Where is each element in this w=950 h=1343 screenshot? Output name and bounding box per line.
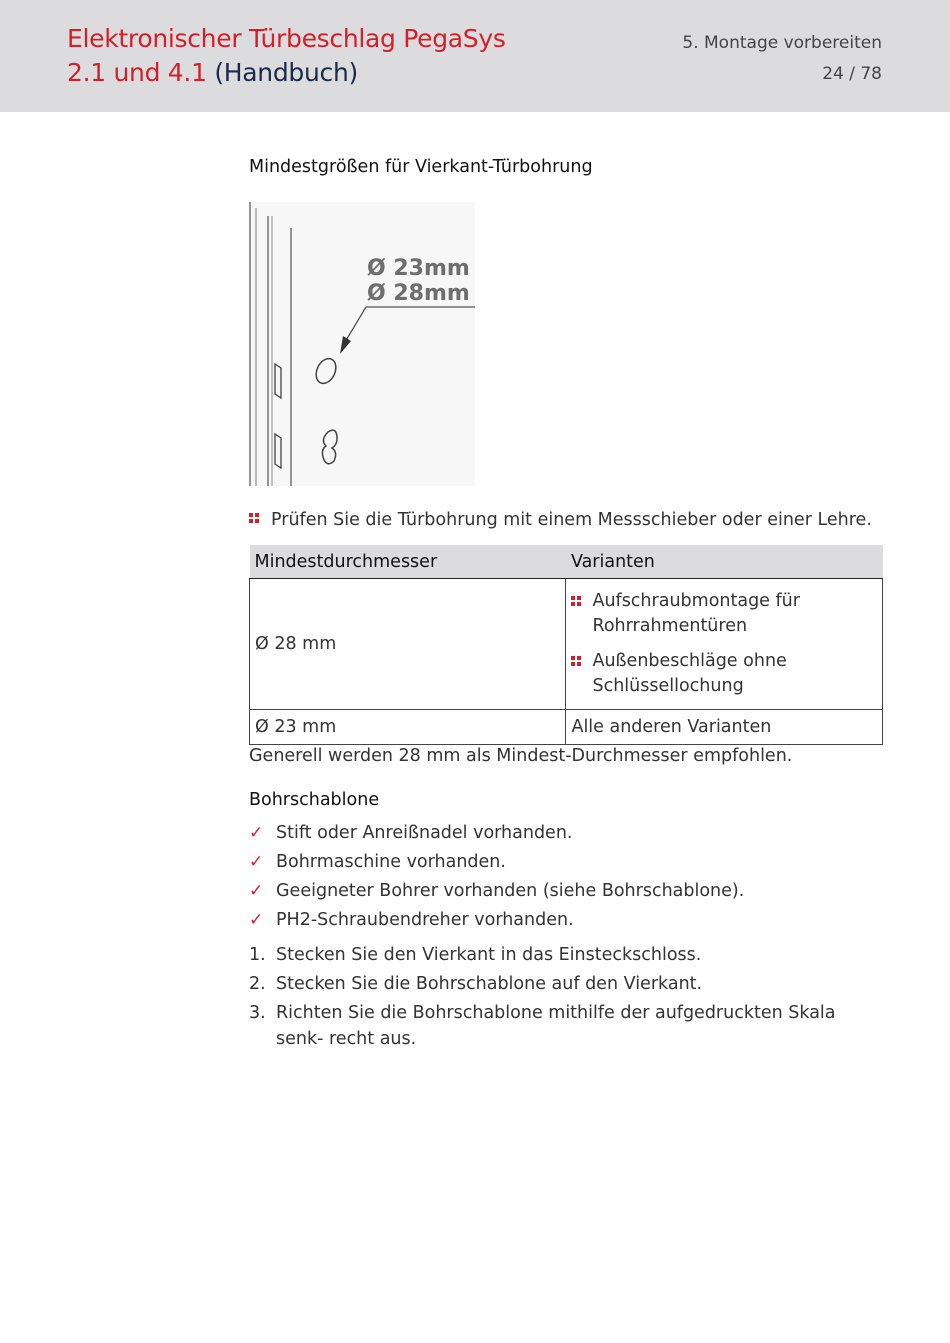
section-title: 5. Montage vorbereiten bbox=[682, 33, 882, 53]
title-line-1: Elektronischer Türbeschlag PegaSys bbox=[67, 24, 506, 53]
instruction-item bbox=[249, 510, 872, 530]
action-bullet-icon bbox=[571, 656, 582, 667]
step-item: 1. Stecken Sie den Vierkant in das Einsteckschloss. bbox=[249, 943, 882, 969]
figure-background bbox=[249, 202, 475, 486]
step-number: 1. bbox=[249, 945, 266, 965]
list-item: Außenbeschläge ohne Schlüssellochung bbox=[566, 649, 882, 699]
document-title bbox=[67, 22, 506, 90]
step-number: 2. bbox=[249, 974, 266, 994]
diameter-table bbox=[249, 545, 883, 745]
prerequisite-list bbox=[249, 819, 744, 935]
table-cell-variants: Alle anderen Varianten bbox=[566, 710, 883, 745]
page-number: 24 / 78 bbox=[822, 64, 882, 84]
check-icon: ✓ bbox=[249, 852, 264, 872]
diameter-label-23: Ø 23mm bbox=[367, 256, 470, 281]
instruction-text: Prüfen Sie die Türbohrung mit einem Messschieber oder einer Lehre. bbox=[271, 510, 872, 530]
step-number: 3. bbox=[249, 1003, 266, 1023]
step-list bbox=[249, 943, 882, 1056]
table-cell-diameter: Ø 23 mm bbox=[250, 710, 566, 745]
table-cell-diameter: Ø 28 mm bbox=[250, 579, 566, 710]
check-icon: ✓ bbox=[249, 881, 264, 901]
prerequisite-item: ✓ Bohrmaschine vorhanden. bbox=[249, 848, 744, 877]
heading-template: Bohrschablone bbox=[249, 790, 380, 810]
diameter-label-28: Ø 28mm bbox=[367, 281, 470, 306]
prerequisite-item: ✓ Stift oder Anreißnadel vorhanden. bbox=[249, 819, 744, 848]
check-icon: ✓ bbox=[249, 910, 264, 930]
step-item: 3. Richten Sie die Bohrschablone mithilfe der aufgedruckten Skala senk- recht aus. bbox=[249, 1003, 836, 1049]
check-icon: ✓ bbox=[249, 823, 264, 843]
heading-main: Mindestgrößen für Vierkant-Türbohrung bbox=[249, 157, 593, 177]
door-bore-figure bbox=[249, 202, 475, 486]
list-item: Aufschraubmontage für Rohrrahmentüren bbox=[566, 589, 882, 639]
variant-list bbox=[566, 589, 882, 699]
table-header-cell: Varianten bbox=[566, 545, 883, 579]
recommendation-note: Generell werden 28 mm als Mindest-Durchmesser empfohlen. bbox=[249, 746, 793, 766]
table-row bbox=[250, 579, 883, 710]
table-header-row bbox=[250, 545, 883, 579]
table-cell-variants bbox=[566, 579, 883, 710]
step-item: 2. Stecken Sie die Bohrschablone auf den Vierkant. bbox=[249, 972, 882, 998]
table-header-cell: Mindestdurchmesser bbox=[250, 545, 566, 579]
prerequisite-item: ✓ Geeigneter Bohrer vorhanden (siehe Bohrschablone). bbox=[249, 877, 744, 906]
page-header bbox=[0, 0, 950, 112]
table-row bbox=[250, 710, 883, 745]
section-info bbox=[682, 28, 882, 90]
action-bullet-icon bbox=[249, 513, 260, 524]
action-bullet-icon bbox=[571, 596, 582, 607]
prerequisite-item: ✓ PH2-Schraubendreher vorhanden. bbox=[249, 906, 744, 935]
title-line-2-handbook: (Handbuch) bbox=[214, 58, 358, 87]
title-line-2-model: 2.1 und 4.1 bbox=[67, 58, 215, 87]
